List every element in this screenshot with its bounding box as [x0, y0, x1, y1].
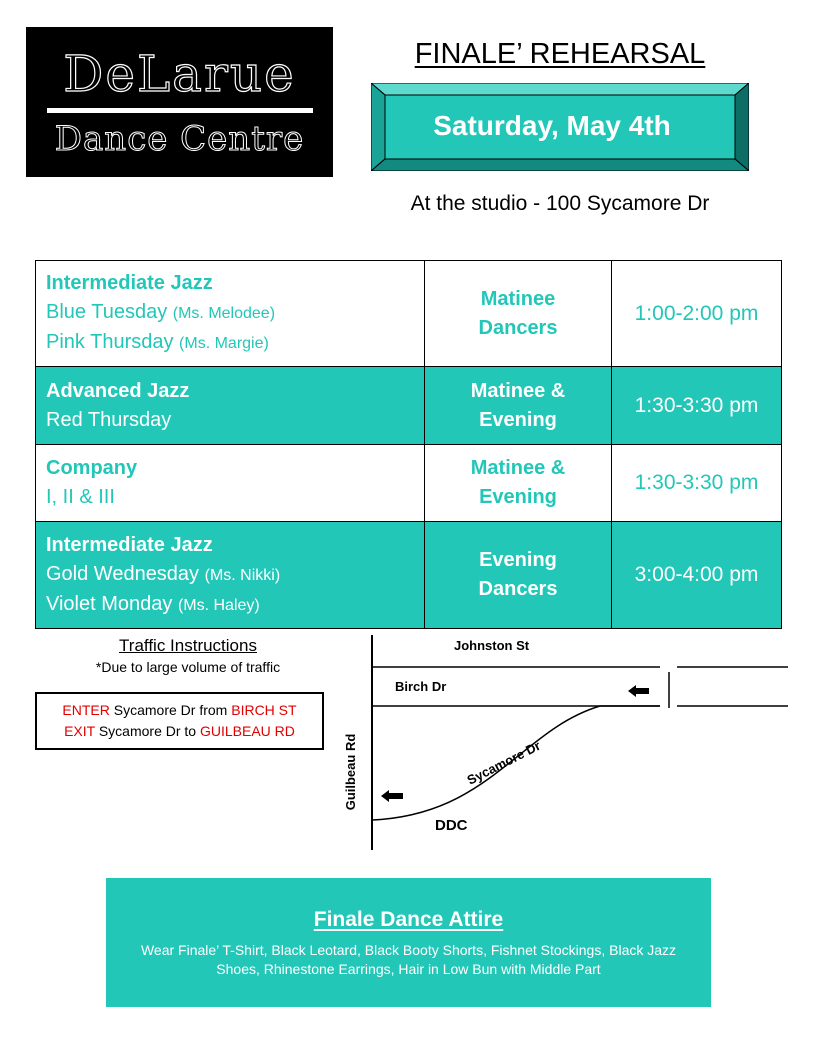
event-title: FINALE’ REHEARSAL: [414, 38, 706, 70]
teacher-name: (Ms. Margie): [179, 335, 269, 352]
date-banner: [371, 83, 749, 171]
dancer-group-cell: [425, 261, 612, 367]
teacher-name: (Ms. Melodee): [172, 305, 276, 322]
enter-street: BIRCH ST: [231, 702, 297, 718]
guilbeau-rd-label: Guilbeau Rd: [343, 733, 358, 811]
traffic-note: *Due to large volume of traffic: [95, 659, 281, 675]
time-cell: 1:30-3:30 pm: [612, 445, 782, 522]
traffic-map: [340, 630, 790, 855]
event-date: Saturday, May 4th: [433, 110, 671, 141]
class-cell: [36, 522, 425, 629]
dancer-group-line: Matinee &: [470, 379, 566, 402]
exit-street: GUILBEAU RD: [199, 723, 295, 739]
group-name: Red Thursday: [46, 408, 172, 431]
group-name: I, II & III: [46, 486, 115, 508]
attire-title: Finale Dance Attire: [313, 908, 504, 931]
enter-text: Sycamore Dr from: [113, 702, 228, 718]
class-cell: [36, 367, 425, 445]
logo-divider: [47, 108, 313, 113]
class-name: Advanced Jazz: [46, 379, 190, 402]
dancer-group-line: Matinee: [480, 287, 556, 310]
class-name: Company: [46, 457, 138, 479]
dancer-group-line: Dancers: [478, 578, 558, 600]
dancer-group-line: Evening: [479, 486, 557, 508]
group-name: Gold Wednesday: [46, 562, 200, 585]
class-name: Intermediate Jazz: [46, 272, 213, 294]
attire-box: [106, 878, 711, 1007]
table-row: [36, 367, 782, 445]
traffic-instructions: [40, 636, 336, 675]
table-row: [36, 522, 782, 629]
group-name: Violet Monday: [46, 592, 173, 615]
class-group: [46, 560, 424, 590]
class-group: [46, 328, 424, 358]
enter-line: [37, 700, 322, 721]
dancer-group-cell: [425, 367, 612, 445]
class-group: [46, 483, 424, 512]
exit-line: [37, 721, 322, 742]
time-cell: 1:00-2:00 pm: [612, 261, 782, 367]
sycamore-dr-label: Sycamore Dr: [464, 737, 543, 788]
group-name: Blue Tuesday: [46, 301, 168, 323]
logo-name: DeLarue: [63, 45, 296, 103]
teacher-name: (Ms. Nikki): [204, 566, 281, 584]
class-group: [46, 590, 424, 620]
attire-text: Wear Finale’ T-Shirt, Black Leotard, Black Booty Shorts, Fishnet Stockings, Black Jazz Shoes, Rhinestone Earrings, Hair in Low Bun with Middle Part: [140, 942, 677, 977]
class-cell: [36, 261, 425, 367]
traffic-title: Traffic Instructions: [119, 636, 257, 655]
teacher-name: (Ms. Haley): [177, 596, 260, 614]
dancer-group-cell: [425, 445, 612, 522]
rehearsal-schedule: [35, 260, 782, 629]
table-row: [36, 445, 782, 522]
class-group: [46, 298, 424, 328]
class-name: Intermediate Jazz: [46, 533, 213, 556]
dancer-group-line: Matinee &: [470, 457, 566, 479]
class-cell: [36, 445, 425, 522]
time-cell: 3:00-4:00 pm: [612, 522, 782, 629]
arrow-left-icon: [381, 790, 403, 802]
time-cell: 1:30-3:30 pm: [612, 367, 782, 445]
event-location: At the studio - 100 Sycamore Dr: [410, 192, 710, 215]
birch-dr-label: Birch Dr: [395, 679, 447, 694]
exit-word: EXIT: [64, 723, 95, 739]
dancer-group-cell: [425, 522, 612, 629]
table-row: [36, 261, 782, 367]
johnston-st-label: Johnston St: [454, 638, 530, 653]
logo-subtitle: Dance Centre: [54, 119, 305, 159]
group-name: Pink Thursday: [46, 331, 174, 353]
dancer-group-line: Dancers: [478, 316, 558, 339]
ddc-label: DDC: [435, 817, 468, 834]
enter-word: ENTER: [62, 702, 110, 718]
exit-text: Sycamore Dr to: [98, 723, 197, 739]
dancer-group-line: Evening: [479, 549, 557, 571]
route-box: [35, 692, 324, 750]
dancer-group-line: Evening: [479, 408, 557, 431]
arrow-left-icon: [628, 685, 649, 697]
class-group: [46, 406, 424, 435]
studio-logo: [26, 27, 333, 177]
